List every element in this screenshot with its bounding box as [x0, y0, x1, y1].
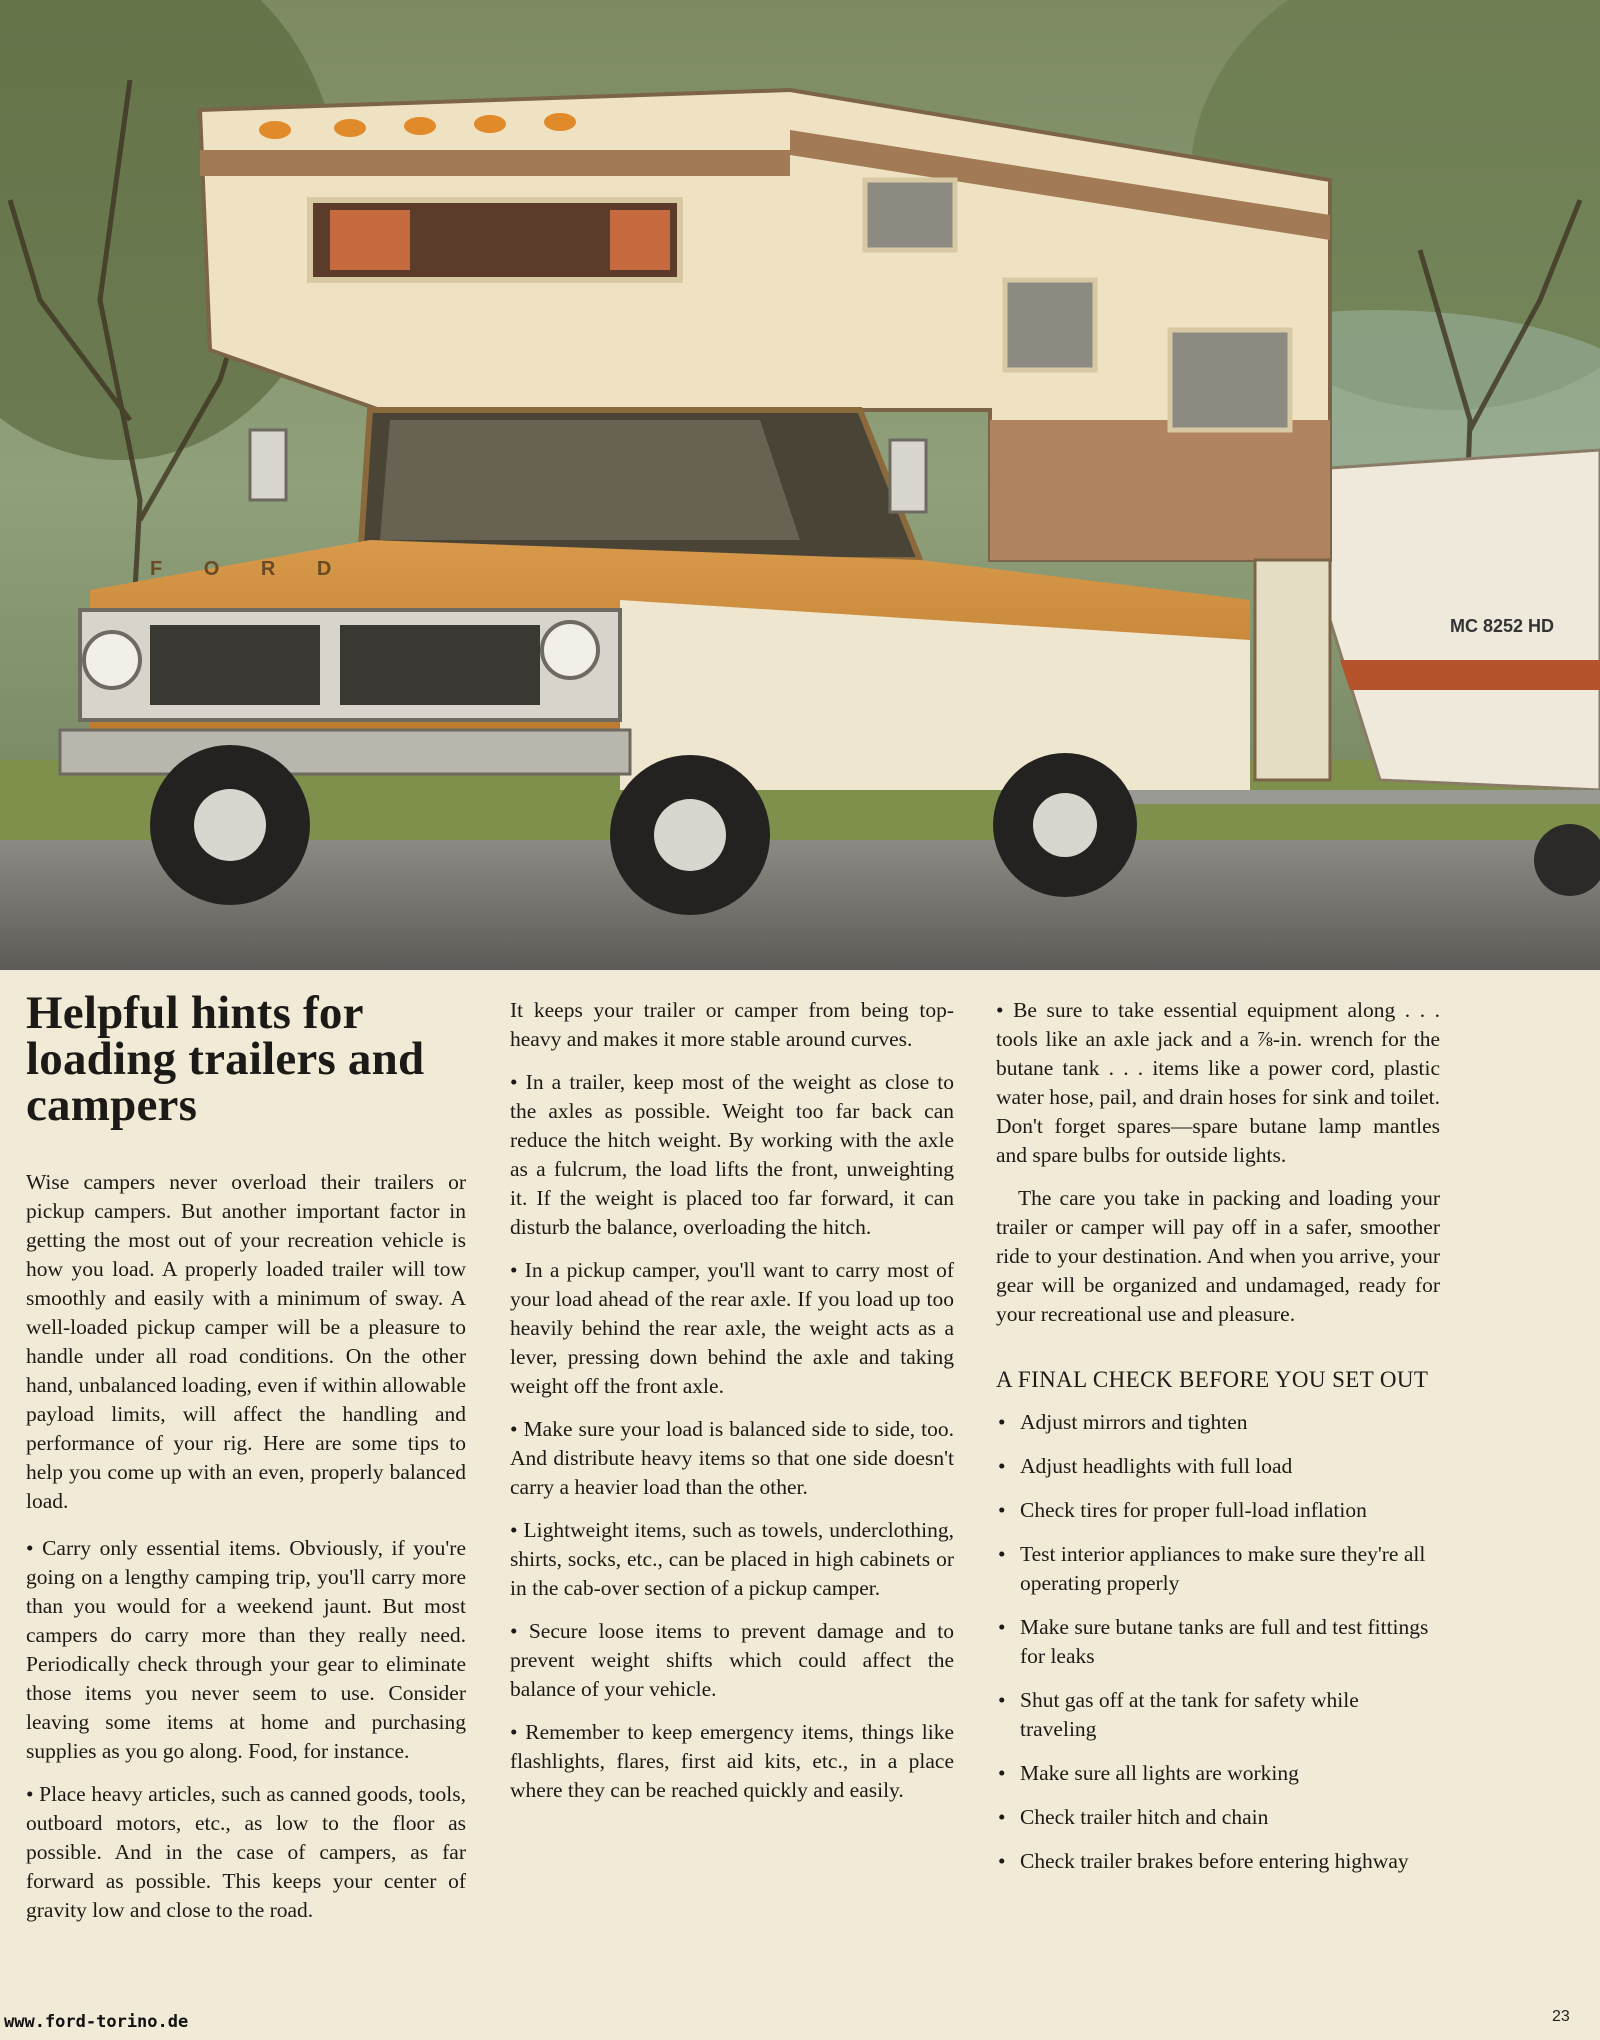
- final-check-list: [996, 1408, 1440, 1876]
- boat-registration: MC 8252 HD: [1450, 616, 1555, 636]
- tip-heavy-articles: • Place heavy articles, such as canned goods, tools, outboard motors, etc., as low to the floor as possible. And in the case of campers, as far forward as possible. This keeps your center of gravity low and close to the road.: [26, 1780, 466, 1925]
- tip-essential-items: • Carry only essential items. Obviously, if you're going on a lengthy camping trip, you'll carry more than you would for a weekend jaunt. But most campers do carry more than they really need. Periodically check through your gear to eliminate those items you never seem to use. Consider leaving some items at home and purchasing supplies as you go along. Food, for instance.: [26, 1534, 466, 1766]
- final-check-item: • Check trailer hitch and chain: [996, 1803, 1440, 1832]
- tip-trailer-weight: • In a trailer, keep most of the weight as close to the axles as possible. Weight too far back can reduce the hitch weight. By working with the axle as a fulcrum, the load lifts the front, unweighting it. If the weight is placed too far forward, it can disturb the balance, overloading the hitch.: [510, 1068, 954, 1242]
- tip-heavy-articles-continued: It keeps your trailer or camper from being top-heavy and makes it more stable around curves.: [510, 998, 954, 1051]
- final-check-item: • Test interior appliances to make sure they're all operating properly: [996, 1540, 1440, 1598]
- tip-pickup-camper: • In a pickup camper, you'll want to carry most of your load ahead of the rear axle. If you load up too heavily behind the rear axle, the weight acts as a lever, pressing down behind the axle and taking weight off the front axle.: [510, 1256, 954, 1401]
- final-check-item: • Adjust headlights with full load: [996, 1452, 1440, 1481]
- final-check-item: • Make sure all lights are working: [996, 1759, 1440, 1788]
- final-check-item: • Check tires for proper full-load inflation: [996, 1496, 1440, 1525]
- grille-lettering: F O R D: [150, 558, 350, 580]
- tip-emergency-items: • Remember to keep emergency items, things like flashlights, flares, first aid kits, etc., in a place where they can be reached quickly and easily.: [510, 1718, 954, 1805]
- final-check-item: • Make sure butane tanks are full and test fittings for leaks: [996, 1613, 1440, 1671]
- closing-paragraph: The care you take in packing and loading your trailer or camper will pay off in a safer, smoother ride to your destination. And when you arrive, your gear will be organized and undamaged, ready for your recreational use and pleasure.: [996, 1186, 1440, 1326]
- truck-camper-illustration: [0, 0, 1600, 970]
- tip-side-balance: • Make sure your load is balanced side to side, too. And distribute heavy items so that one side doesn't carry a heavier load than the other.: [510, 1415, 954, 1502]
- final-check-title: A FINAL CHECK BEFORE YOU SET OUT: [996, 1367, 1429, 1392]
- text-column-1: [26, 987, 466, 1939]
- text-column-3: [996, 996, 1440, 1891]
- final-check-item: • Check trailer brakes before entering highway: [996, 1847, 1440, 1876]
- tip-essential-equipment: • Be sure to take essential equipment along . . . tools like an axle jack and a ⅞-in. wrench for the butane tank . . . items like a power cord, plastic water hose, pail, and drain hoses for sink and toilet. Don't forget spares—spare butane lamp mantles and spare bulbs for outside lights.: [996, 996, 1440, 1170]
- tip-lightweight-items: • Lightweight items, such as towels, underclothing, shirts, socks, etc., can be placed in high cabinets or in the cab-over section of a pickup camper.: [510, 1516, 954, 1603]
- tip-secure-items: • Secure loose items to prevent damage and to prevent weight shifts which could affect the balance of your vehicle.: [510, 1617, 954, 1704]
- text-column-2: [510, 996, 954, 1819]
- truck-camper-photo: [0, 0, 1600, 970]
- footer-url: www.ford-torino.de: [4, 2012, 189, 2032]
- article-headline: Helpful hints for loading trailers and campers: [26, 987, 425, 1131]
- final-check-item: • Shut gas off at the tank for safety while traveling: [996, 1686, 1440, 1744]
- final-check-item: • Adjust mirrors and tighten: [996, 1408, 1440, 1437]
- page-number: 23: [1552, 2008, 1570, 2025]
- intro-paragraph: Wise campers never overload their trailers or pickup campers. But another important factor in getting the most out of your recreation vehicle is how you load. A properly loaded trailer will tow smoothly and easily with a minimum of sway. A well-loaded pickup camper will be a pleasure to handle under all road conditions. On the other hand, unbalanced loading, even if within allowable payload limits, will affect the handling and performance of your rig. Here are some tips to help you come up with an even, properly balanced load.: [26, 1170, 466, 1513]
